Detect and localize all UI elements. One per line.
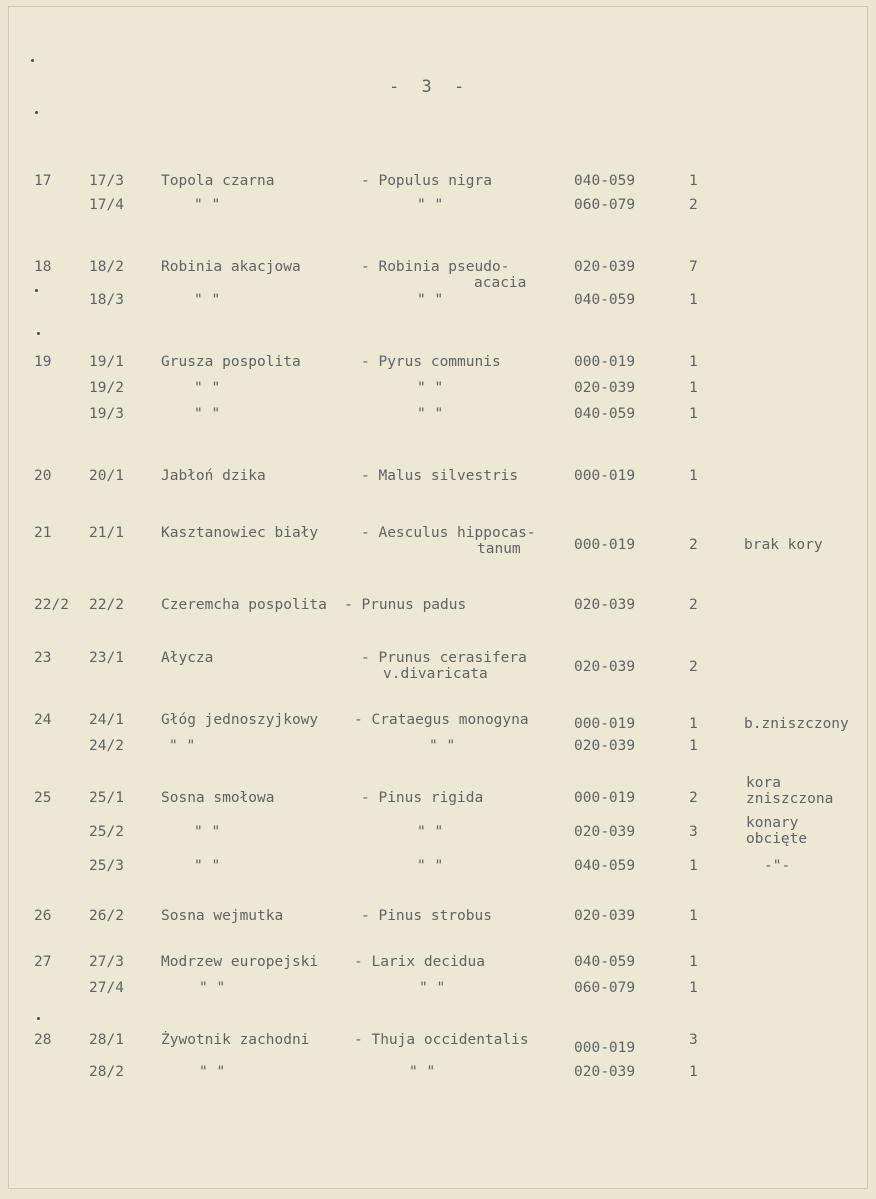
latin-name: - Crataegus monogyna: [354, 712, 529, 728]
sub-number: 19/3: [89, 406, 124, 422]
range: 040-059: [574, 173, 636, 189]
page-number: - 3 -: [389, 77, 471, 97]
sub-number: 24/2: [89, 738, 124, 754]
latin-name-continued: tanum: [477, 541, 521, 557]
latin-name: " ": [417, 824, 444, 840]
group-number: 27: [34, 954, 52, 970]
note-continued: zniszczona: [746, 791, 834, 807]
sub-number: 27/3: [89, 954, 124, 970]
count: 2: [689, 597, 698, 613]
count: 3: [689, 824, 698, 840]
latin-name: - Prunus padus: [344, 597, 467, 613]
count: 1: [689, 292, 698, 308]
latin-name: " ": [429, 738, 456, 754]
sub-number: 26/2: [89, 908, 124, 924]
latin-name: " ": [419, 980, 446, 996]
latin-name: " ": [409, 1064, 436, 1080]
latin-name: - Pinus strobus: [361, 908, 492, 924]
latin-name-continued: acacia: [474, 275, 527, 291]
sub-number: 18/2: [89, 259, 124, 275]
latin-name: - Robinia pseudo-: [361, 259, 510, 275]
polish-name: Topola czarna: [161, 173, 275, 189]
latin-name: " ": [417, 380, 444, 396]
sub-number: 27/4: [89, 980, 124, 996]
range: 020-039: [574, 380, 636, 396]
range: 020-039: [574, 659, 636, 675]
polish-name: Sosna smołowa: [161, 790, 275, 806]
group-number: 18: [34, 259, 52, 275]
polish-name: Grusza pospolita: [161, 354, 301, 370]
latin-name: " ": [417, 197, 444, 213]
group-number: 19: [34, 354, 52, 370]
polish-name: Żywotnik zachodni: [161, 1032, 310, 1048]
polish-name: Czeremcha pospolita: [161, 597, 327, 613]
range: 000-019: [574, 354, 636, 370]
count: 1: [689, 173, 698, 189]
note: -"-: [764, 858, 791, 874]
polish-name: Kasztanowiec biały: [161, 525, 319, 541]
group-number: 17: [34, 173, 52, 189]
count: 1: [689, 468, 698, 484]
polish-name: " ": [199, 1064, 226, 1080]
sub-number: 28/1: [89, 1032, 124, 1048]
range: 000-019: [574, 790, 636, 806]
sub-number: 17/3: [89, 173, 124, 189]
polish-name: " ": [194, 292, 221, 308]
count: 1: [689, 716, 698, 732]
group-number: 22/2: [34, 597, 69, 613]
sub-number: 25/1: [89, 790, 124, 806]
note: b.zniszczony: [744, 716, 849, 732]
group-number: 28: [34, 1032, 52, 1048]
range: 020-039: [574, 824, 636, 840]
range: 000-019: [574, 468, 636, 484]
count: 2: [689, 197, 698, 213]
ink-speck: [35, 111, 38, 114]
document-page: [8, 6, 868, 1189]
note: brak kory: [744, 537, 823, 553]
sub-number: 25/2: [89, 824, 124, 840]
polish-name: " ": [194, 197, 221, 213]
range: 000-019: [574, 716, 636, 732]
polish-name: " ": [194, 380, 221, 396]
polish-name: Modrzew europejski: [161, 954, 319, 970]
polish-name: " ": [199, 980, 226, 996]
range: 020-039: [574, 1064, 636, 1080]
range: 020-039: [574, 259, 636, 275]
latin-name: - Prunus cerasifera: [361, 650, 527, 666]
sub-number: 19/2: [89, 380, 124, 396]
polish-name: Robinia akacjowa: [161, 259, 301, 275]
latin-name: - Larix decidua: [354, 954, 485, 970]
polish-name: " ": [194, 858, 221, 874]
range: 040-059: [574, 858, 636, 874]
count: 2: [689, 659, 698, 675]
sub-number: 28/2: [89, 1064, 124, 1080]
sub-number: 18/3: [89, 292, 124, 308]
range: 040-059: [574, 954, 636, 970]
polish-name: Ałycza: [161, 650, 214, 666]
group-number: 21: [34, 525, 52, 541]
range: 020-039: [574, 738, 636, 754]
count: 7: [689, 259, 698, 275]
latin-name: - Pyrus communis: [361, 354, 501, 370]
latin-name-continued: v.divaricata: [383, 666, 488, 682]
ink-speck: [31, 59, 34, 62]
count: 1: [689, 980, 698, 996]
count: 1: [689, 1064, 698, 1080]
group-number: 26: [34, 908, 52, 924]
sub-number: 17/4: [89, 197, 124, 213]
ink-speck: [37, 1017, 40, 1020]
range: 000-019: [574, 537, 636, 553]
latin-name: - Pinus rigida: [361, 790, 484, 806]
polish-name: " ": [169, 738, 196, 754]
latin-name: - Aesculus hippocas-: [361, 525, 536, 541]
polish-name: " ": [194, 406, 221, 422]
range: 060-079: [574, 980, 636, 996]
note-continued: obcięte: [746, 831, 808, 847]
range: 020-039: [574, 908, 636, 924]
count: 2: [689, 537, 698, 553]
count: 1: [689, 380, 698, 396]
group-number: 24: [34, 712, 52, 728]
range: 020-039: [574, 597, 636, 613]
sub-number: 23/1: [89, 650, 124, 666]
count: 1: [689, 354, 698, 370]
sub-number: 19/1: [89, 354, 124, 370]
polish-name: Głóg jednoszyjkowy: [161, 712, 319, 728]
latin-name: " ": [417, 292, 444, 308]
count: 1: [689, 954, 698, 970]
polish-name: Sosna wejmutka: [161, 908, 284, 924]
count: 1: [689, 908, 698, 924]
range: 040-059: [574, 292, 636, 308]
range: 000-019: [574, 1040, 636, 1056]
note: kora: [746, 775, 781, 791]
count: 1: [689, 738, 698, 754]
latin-name: " ": [417, 858, 444, 874]
latin-name: - Thuja occidentalis: [354, 1032, 529, 1048]
latin-name: - Populus nigra: [361, 173, 492, 189]
polish-name: Jabłoń dzika: [161, 468, 266, 484]
group-number: 20: [34, 468, 52, 484]
sub-number: 20/1: [89, 468, 124, 484]
note: konary: [746, 815, 799, 831]
sub-number: 22/2: [89, 597, 124, 613]
latin-name: " ": [417, 406, 444, 422]
count: 1: [689, 858, 698, 874]
group-number: 23: [34, 650, 52, 666]
count: 2: [689, 790, 698, 806]
ink-speck: [35, 289, 38, 292]
ink-speck: [37, 332, 40, 335]
sub-number: 25/3: [89, 858, 124, 874]
sub-number: 24/1: [89, 712, 124, 728]
count: 3: [689, 1032, 698, 1048]
group-number: 25: [34, 790, 52, 806]
latin-name: - Malus silvestris: [361, 468, 519, 484]
polish-name: " ": [194, 824, 221, 840]
range: 040-059: [574, 406, 636, 422]
range: 060-079: [574, 197, 636, 213]
sub-number: 21/1: [89, 525, 124, 541]
count: 1: [689, 406, 698, 422]
